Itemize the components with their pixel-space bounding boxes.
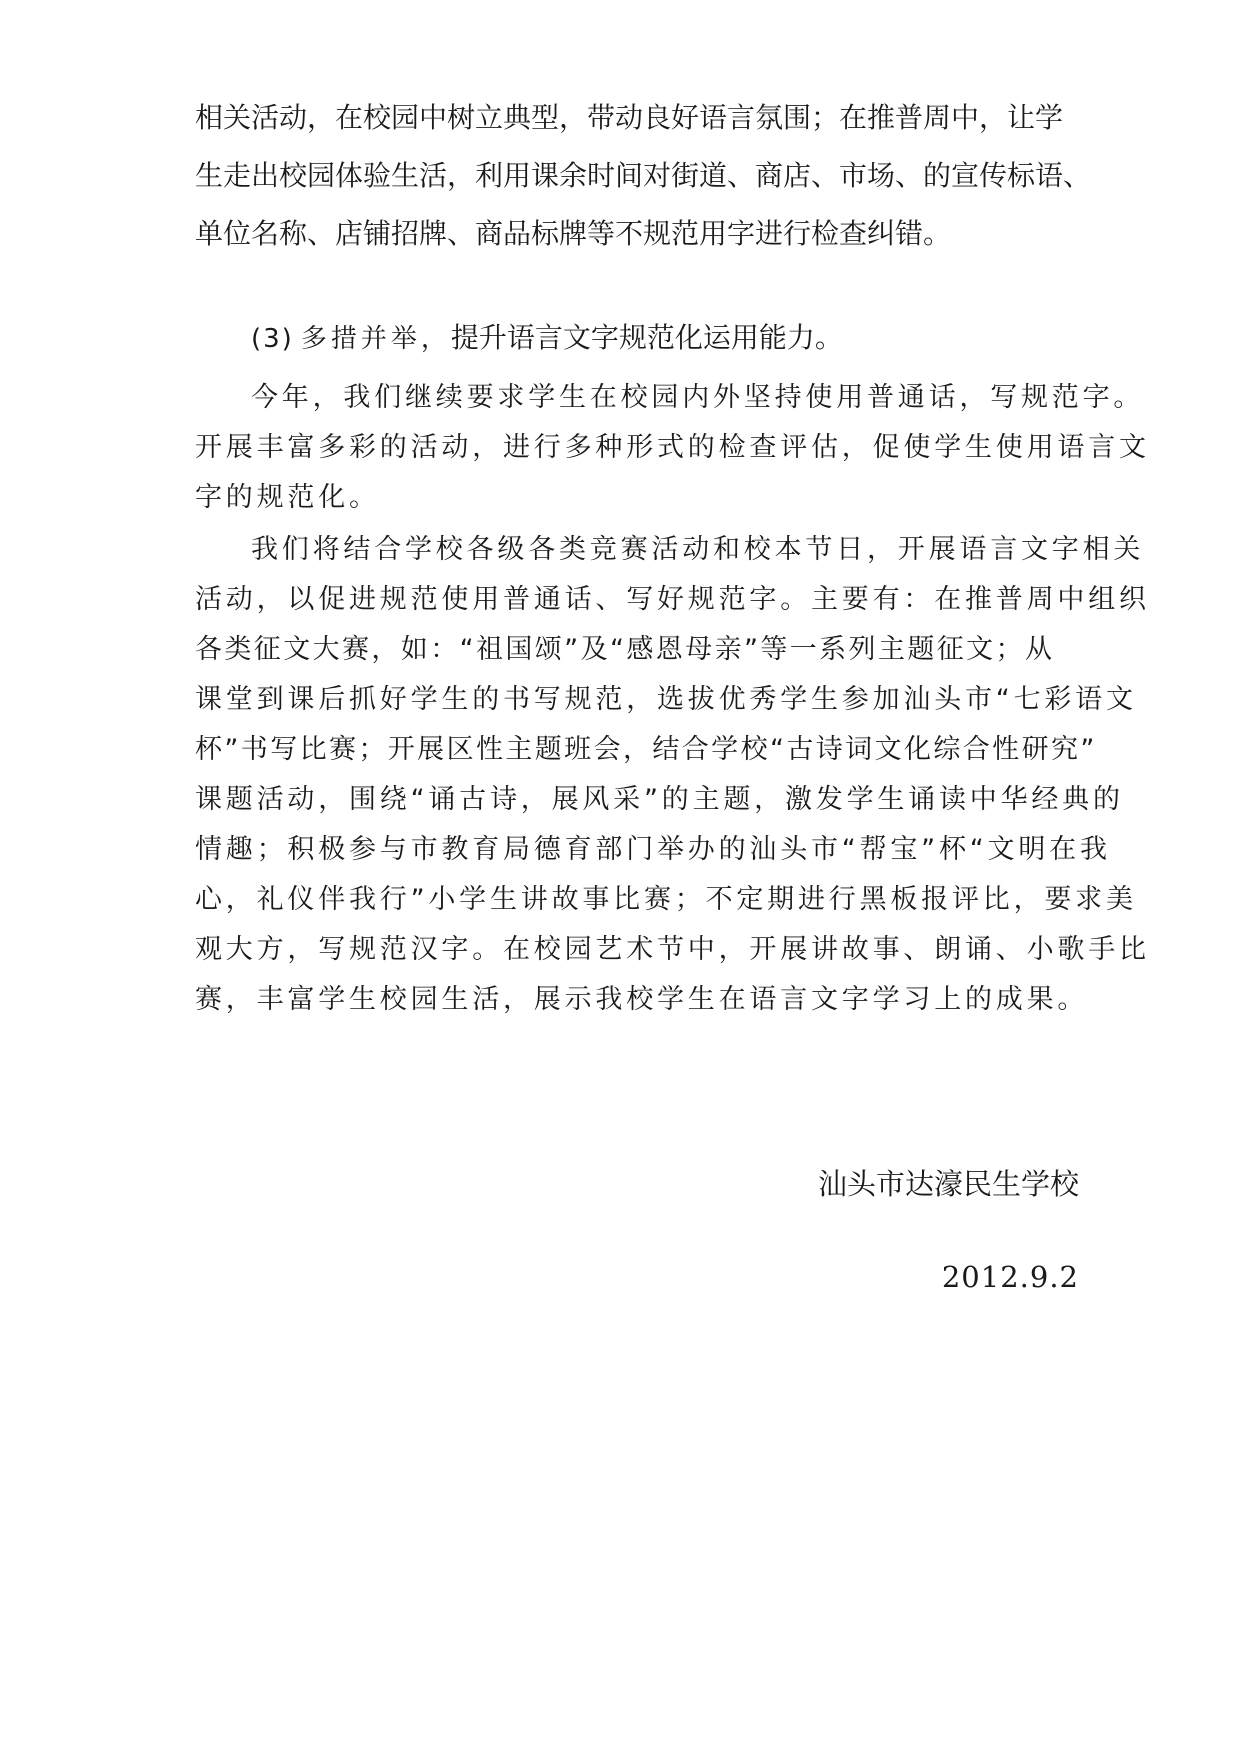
paragraph-line: 开展丰富多彩的活动，进行多种形式的检查评估，促使学生使用语言文 [195,432,1150,463]
paragraph-this-year [195,373,1150,523]
section-number: (3) [251,324,294,354]
paragraph-continued-activities [195,89,1107,263]
paragraph-line: 观大方，写规范汉字。在校园艺术节中，开展讲故事、朗诵、小歌手比 [195,934,1150,965]
paragraph-line: 课题活动，围绕“诵古诗，展风采”的主题，激发学生诵读中华经典的 [195,784,1124,815]
paragraph-line: 杯”书写比赛；开展区性主题班会，结合学校“古诗词文化综合性研究” [195,734,1097,765]
section-heading-rest: 提升语言文字规范化运用能力。 [450,321,843,354]
paragraph-line: 情趣；积极参与市教育局德育部门举办的汕头市“帮宝”杯“文明在我 [195,834,1111,865]
paragraph-line: 课堂到课后抓好学生的书写规范，选拔优秀学生参加汕头市“七彩语文 [195,684,1137,715]
paragraph-line: 心，礼仪伴我行”小学生讲故事比赛；不定期进行黑板报评比，要求美 [195,884,1137,915]
paragraph-line: 活动，以促进规范使用普通话、写好规范字。主要有：在推普周中组织 [195,584,1150,615]
paragraph-activities-list [195,525,1150,1025]
signature-organization: 汕头市达濠民生学校 [817,1167,1079,1201]
paragraph-line: 字的规范化。 [195,482,380,513]
signature-date: 2012.9.2 [941,1260,1079,1294]
paragraph-line: 今年，我们继续要求学生在校园内外坚持使用普通话，写规范字。 [251,382,1145,413]
paragraph-line: 赛，丰富学生校园生活，展示我校学生在语言文字学习上的成果。 [195,984,1089,1015]
paragraph-line: 相关活动，在校园中树立典型，带动良好语言氛围；在推普周中，让学 [195,101,1064,134]
paragraph-line: 我们将结合学校各级各类竞赛活动和校本节日，开展语言文字相关 [251,534,1145,565]
paragraph-line: 各类征文大赛，如：“祖国颂”及“感恩母亲”等一系列主题征文；从 [195,634,1055,665]
section-heading-3 [195,318,1163,359]
paragraph-line: 单位名称、店铺招牌、商品标牌等不规范用字进行检查纠错。 [195,217,952,250]
section-heading-lead: 多措并举， [300,324,451,354]
paragraph-line: 生走出校园体验生活，利用课余时间对街道、商店、市场、的宣传标语、 [195,159,1092,192]
